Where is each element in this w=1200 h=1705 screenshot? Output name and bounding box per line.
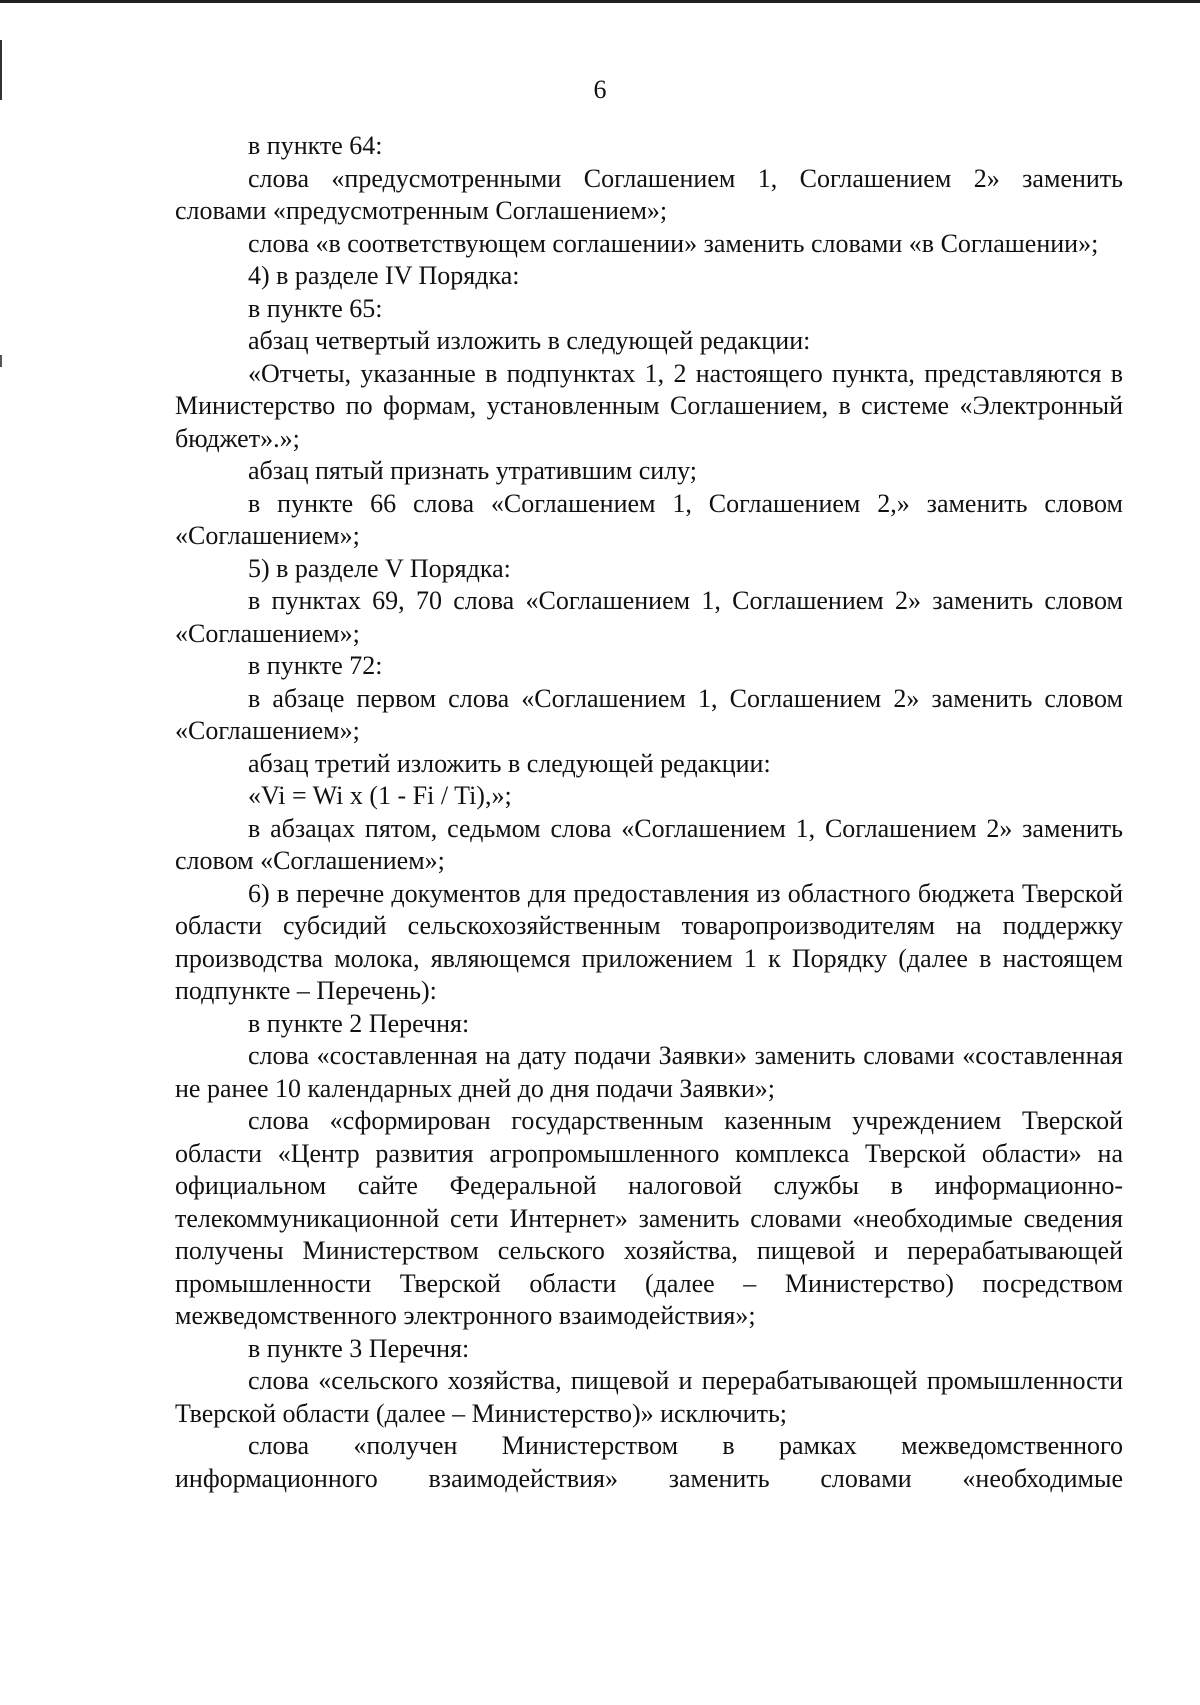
scan-border-top [0, 0, 1200, 3]
paragraph: 4) в разделе IV Порядка: [248, 261, 520, 290]
paragraph: в абзаце первом слова «Соглашением 1, Соглашением 2» заменить словом «Соглашением»; [175, 683, 1123, 745]
paragraph: абзац третий изложить в следующей редакции: [248, 748, 771, 778]
paragraph: слова «составленная на дату подачи Заявки» заменить словами «составленная не ранее 10 календарных дней до дня подачи Заявки»; [175, 1041, 1123, 1103]
paragraph: абзац четвертый изложить в следующей редакции: [248, 326, 811, 355]
paragraph: в пункте 66 слова «Соглашением 1, Соглашением 2,» заменить словом «Соглашением»; [175, 488, 1123, 550]
scan-border-left-mark [0, 355, 2, 367]
paragraph: слова «сельского хозяйства, пищевой и перерабатывающей промышленности Тверской области (далее – Министерство)» исключить; [175, 1366, 1123, 1428]
paragraph: 6) в перечне документов для предоставления из областного бюджета Тверской области субсидий сельскохозяйственным товаропроизводителям на поддержку производства молока, являющемся приложением 1 к Порядку (далее в настоящем подпункте – Перечень): [175, 878, 1123, 1005]
paragraph: в абзацах пятом, седьмом слова «Соглашением 1, Соглашением 2» заменить словом «Соглашением»; [175, 813, 1123, 875]
paragraph: в пункте 64: [248, 131, 383, 160]
paragraph: в пункте 2 Перечня: [248, 1008, 470, 1038]
paragraph: в пункте 3 Перечня: [248, 1333, 470, 1363]
document-body [175, 130, 1123, 1495]
paragraph: «Отчеты, указанные в подпунктах 1, 2 настоящего пункта, представляются в Министерство по формам, установленным Соглашением, в системе «Электронный бюджет».»; [175, 358, 1123, 453]
paragraph: слова «сформирован государственным казенным учреждением Тверской области «Центр развития агропромышленного комплекса Тверской области» на официальном сайте Федеральной налоговой службы в информационно-телекоммуникационной сети Интернет» заменить словами «необходимые сведения получены Министерством сельского хозяйства, пищевой и перерабатывающей промышленности Тверской области (далее – Министерство) посредством межведомственного электронного взаимодействия»; [175, 1106, 1123, 1330]
paragraph: в пункте 65: [248, 293, 383, 323]
paragraph-continued: слова «получен Министерством в рамках межведомственного информационного взаимодействия» заменить словами «необходимые [175, 1431, 1123, 1493]
paragraph: слова «в соответствующем соглашении» заменить словами «в Соглашении»; [248, 228, 1099, 258]
paragraph: 5) в разделе V Порядка: [248, 553, 511, 583]
formula-paragraph: «Vi = Wi x (1 - Fi / Ti),»; [248, 781, 512, 810]
paragraph: в пунктах 69, 70 слова «Соглашением 1, Соглашением 2» заменить словом «Соглашением»; [175, 586, 1123, 648]
paragraph: абзац пятый признать утратившим силу; [248, 456, 698, 485]
paragraph: в пункте 72: [248, 651, 383, 680]
paragraph: слова «предусмотренными Соглашением 1, Соглашением 2» заменить словами «предусмотренным Соглашением»; [175, 163, 1123, 225]
page-number: 6 [593, 75, 607, 104]
